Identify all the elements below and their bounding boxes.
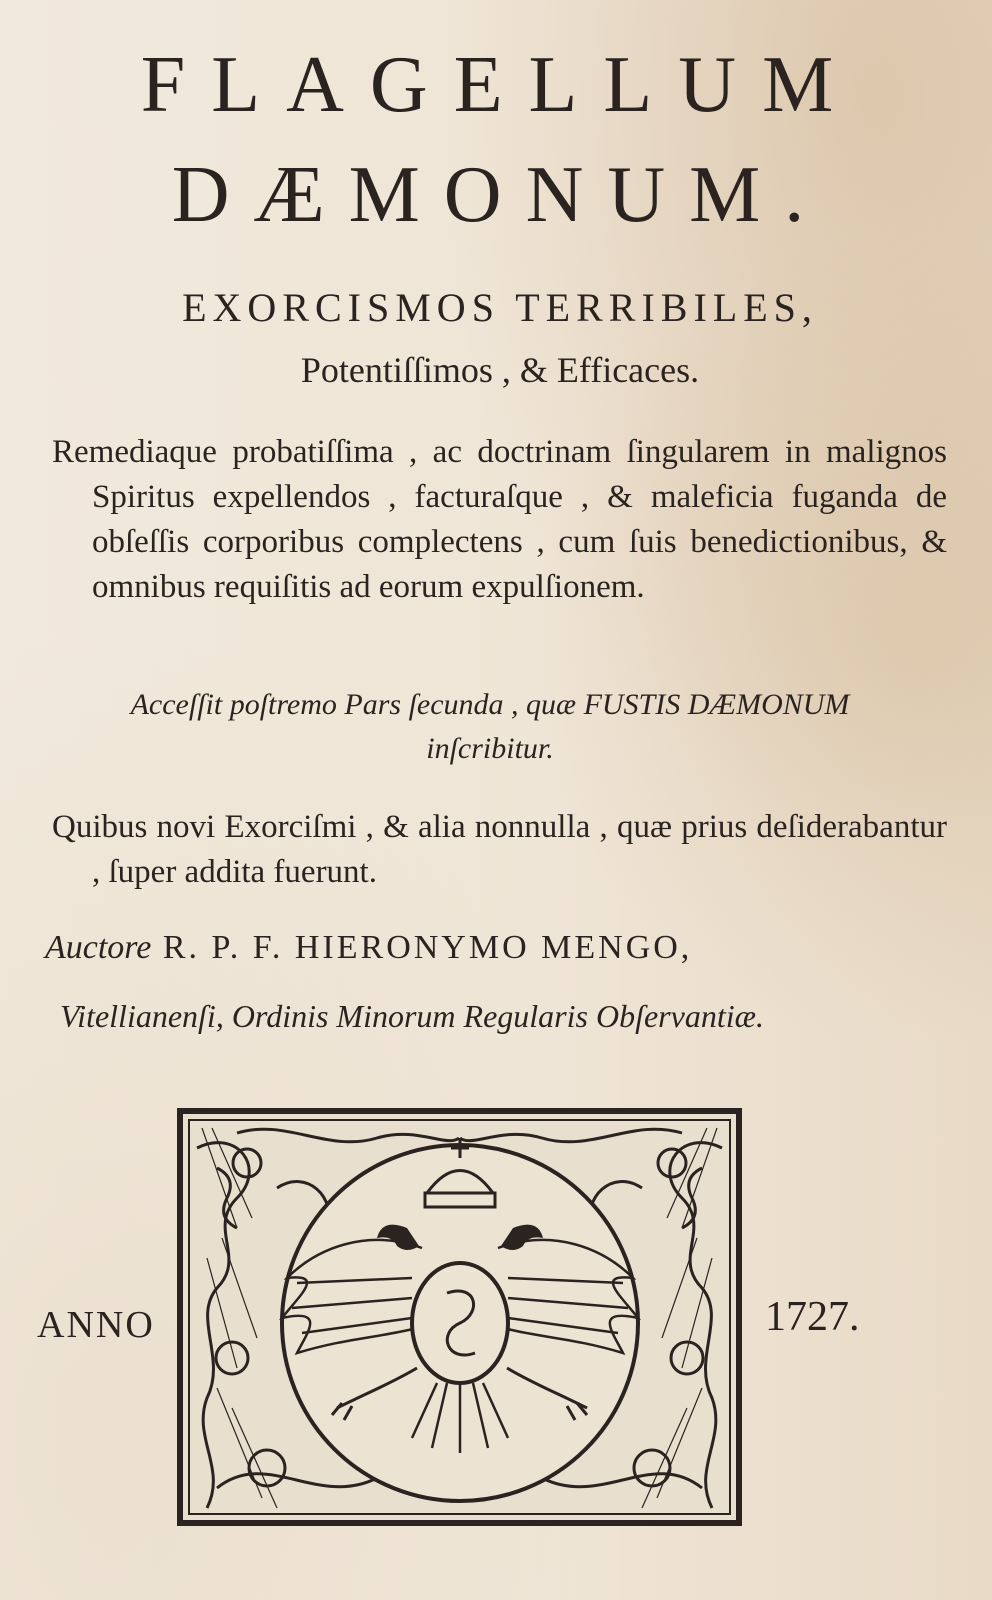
main-title-line1: FLAGELLUM	[140, 41, 860, 129]
imprint-year: 1727.	[765, 1294, 860, 1340]
author-affiliation: Vitellianenſi, Ordinis Minorum Regularis Obſervantiæ.	[60, 998, 764, 1034]
imprint-anno: ANNO	[37, 1304, 155, 1346]
main-title-line2: DÆMONUM.	[171, 151, 829, 239]
description-paragraph: Remediaque probatiſſima , ac doctrinam ſingularem in malignos Spiritus expellendos , facturaſque , & maleficia fuganda de obſeſſis corporibus complectens , cum ſuis benedictionibus, & omnibus requiſitis ad eorum expulſionem.	[52, 434, 947, 605]
author-line	[45, 925, 915, 971]
subtitle-line2: Potentiſſimos , & Efficaces.	[300, 350, 700, 390]
additions-note: Quibus novi Exorciſmi , & alia nonnulla , quæ prius deſiderabantur , ſuper addita fuerunt.	[52, 809, 947, 890]
author-name: R. P. F. HIERONYMO MENGO,	[162, 929, 693, 966]
double-headed-eagle-woodcut	[177, 1108, 742, 1526]
author-prefix: Auctore	[45, 929, 152, 966]
second-part-note: Acceſſit poſtremo Pars ſecunda , quæ FUSTIS DÆMONUM inſcribitur.	[130, 688, 850, 765]
subtitle-line1: EXORCISMOS TERRIBILES,	[182, 285, 818, 330]
